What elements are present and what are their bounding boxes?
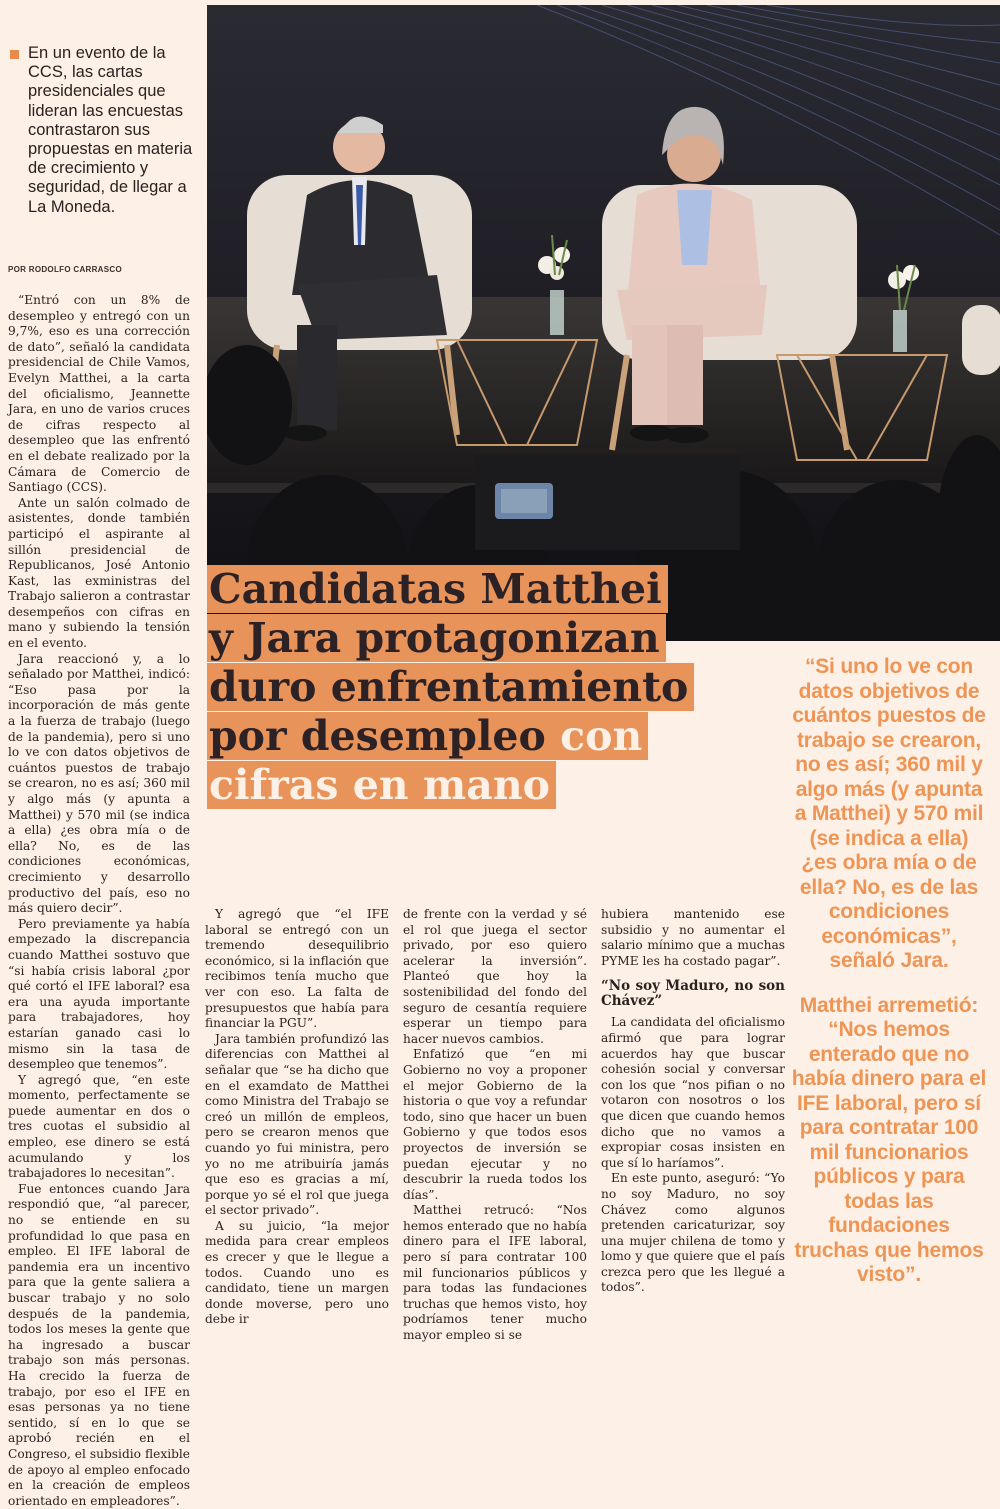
- paragraph: Jara reaccionó y, a lo señalado por Matthei, indicó: “Eso pasa por la incorporación de más gente a la fuerza de trabajo (luego de la pandemia), pero si uno lo ve con datos objetivos de cuántos puestos de trabajo se crearon, no es así; 360 mil y algo más (y apunta a Matthei) y 570 mil (se indica a ella) ¿es obra mía o de ella? No, es de las condiciones económicas, crecimiento y desarrollo productivo del país, eso no más quiero decir”.: [8, 651, 190, 916]
- article-column-2: [205, 907, 389, 1328]
- paragraph: Pero previamente ya había empezado la discrepancia cuando Matthei sostuvo que “si había crisis laboral ¿por qué cortó el IFE laboral? esa era una ayuda importante para trabajadores, hoy estarían ganado casi lo mismo sin la tasa de desempleo que tenemos”.: [8, 916, 190, 1072]
- paragraph: Y agregó que, “en este momento, perfectamente se puede aumentar en dos o tres cuotas el subsidio al empleo, ese dinero se está acumulando y los trabajadores lo necesitan”.: [8, 1072, 190, 1181]
- paragraph: hubiera mantenido ese subsidio y no aumentar el salario mínimo que a muchas PYME les ha costado pagar”.: [601, 907, 785, 968]
- headline-line-3: duro enfrentamiento: [207, 663, 694, 711]
- lead-summary: [8, 44, 196, 217]
- article-column-3: [403, 907, 587, 1344]
- paragraph: Jara también profundizó las diferencias con Matthei al señalar que “se ha dicho que en el examdato de Matthei como Ministra del Trabajo se creó un millón de empleos, pero se crearon menos que cuando yo fui ministra, pero yo no me atribuiría jamás que eso es gracias a mí, porque yo sé el rol que juega el sector privado”.: [205, 1031, 389, 1218]
- byline: POR RODOLFO CARRASCO: [8, 265, 122, 274]
- pull-quote-jara: “Si uno lo ve con datos objetivos de cuántos puestos de trabajo se crearon, no es así; 360 mil y algo más (y apunta a Matthei) y 570 mil (se indica a ella) ¿es obra mía o de ella? No, es de las condiciones económicas”, señaló Jara.: [792, 655, 986, 972]
- lead-text: En un evento de la CCS, las cartas presidenciales que lideran las encuestas contrastaron sus propuestas en materia de crecimiento y seguridad, de llegar a La Moneda.: [28, 44, 193, 216]
- paragraph: Matthei retrucó: “Nos hemos enterado que no había dinero para el IFE laboral, pero sí para contratar 100 mil funcionarios públicos y para todas las fundaciones truchas que hemos visto, hoy podríamos tener mucho mayor empleo si se: [403, 1203, 587, 1343]
- bullet-square-icon: [10, 50, 19, 59]
- subheading: “No soy Maduro, no son Chávez”: [601, 978, 785, 1010]
- headline-line-4-main: por desempleo: [209, 712, 561, 760]
- stage-illustration: [207, 5, 1000, 641]
- paragraph: Enfatizó que “en mi Gobierno no voy a proponer el mejor Gobierno de la historia o que voy a refundar todo, sino que hacer un buen Gobierno y que todos esos proyectos de inversión se puedan ejecutar y no descubrir la rueda todos los días”.: [403, 1047, 587, 1202]
- paragraph: En este punto, aseguró: “Yo no soy Maduro, no soy Chávez como algunos pretenden caricaturizar, soy una mujer chilena de tomo y lomo y que quiere que el país crezca pero que les llegué a todos”.: [601, 1171, 785, 1295]
- paragraph: Fue entonces cuando Jara respondió que, “al parecer, no se entiende en su profundidad lo que pasa en empleo. El IFE laboral de pandemia era un incentivo para que la gente saliera a buscar trabajo y no solo después de la pandemia, todos los meses la gente que ha ingresado a buscar trabajo son más personas. Ha crecido la fuerza de trabajo, por eso el IFE en esas personas ya no tiene sentido, sí en lo que se aprobó recién en el Congreso, el subsidio flexible de apoyo al empleo enfocado en la creación de empleos orientado en empleadores”.: [8, 1181, 190, 1508]
- paragraph: “Entró con un 8% de desempleo y entregó con un 9,7%, eso es una corrección de dato”, señaló la candidata presidencial de Chile Vamos, Evelyn Matthei, a la carta del oficialismo, Jeannette Jara, en uno de varios cruces de cifras respecto al desempleo que las enfrentó en el debate realizado por la Cámara de Comercio de Santiago (CCS).: [8, 293, 190, 495]
- paragraph: Y agregó que “el IFE laboral se entregó con un tremendo desequilibrio económico, si la inflación que recibimos tenía mucho que ver con eso. La falta de presupuestos que había para financiar la PGU”.: [205, 907, 389, 1031]
- pull-quote-matthei: Matthei arremetió: “Nos hemos enterado que no había dinero para el IFE laboral, pero sí para contratar 100 mil funcionarios públicos y para todas las fundaciones truchas que hemos visto”.: [791, 993, 987, 1286]
- paragraph: de frente con la verdad y sé el rol que juega el sector privado, por eso quiero acelerar la inversión”. Planteó que hoy la sostenibilidad del fondo del seguro de cesantía requiere esperar un tiempo para hacer nuevos cambios.: [403, 907, 587, 1046]
- headline-line-5: cifras en mano: [207, 761, 556, 809]
- paragraph: A su juicio, “la mejor medida para crear empleos es crecer y que le llegue a todos. Cuando uno es candidato, tiene un margen donde moverse, pero uno debe ir: [205, 1218, 389, 1327]
- headline-line-1: Candidatas Matthei: [207, 565, 668, 613]
- headline-line-4: [207, 712, 648, 760]
- paragraph: Ante un salón colmado de asistentes, donde también participó el aspirante al sillón presidencial de Republicanos, José Antonio Kast, las exministras del Trabajo salieron a contrastar desempeños con cifras en mano y subiendo la tensión en el evento.: [8, 495, 190, 651]
- pull-quote-block: [790, 655, 988, 1308]
- paragraph: La candidata del oficialismo afirmó que para lograr acuerdos hay que buscar cohesión social y conversar con los que “nos pifian o no votaron con nosotros o los que dicen que cuando hemos dicho que no vamos a expropiar cosas insisten en que sí lo haríamos”.: [601, 1015, 785, 1170]
- headline: [207, 565, 727, 810]
- article-column-1: [8, 293, 190, 1509]
- headline-line-2: y Jara protagonizan: [207, 614, 666, 662]
- debate-photo: [207, 5, 1000, 641]
- headline-line-4-accent: con: [560, 712, 643, 760]
